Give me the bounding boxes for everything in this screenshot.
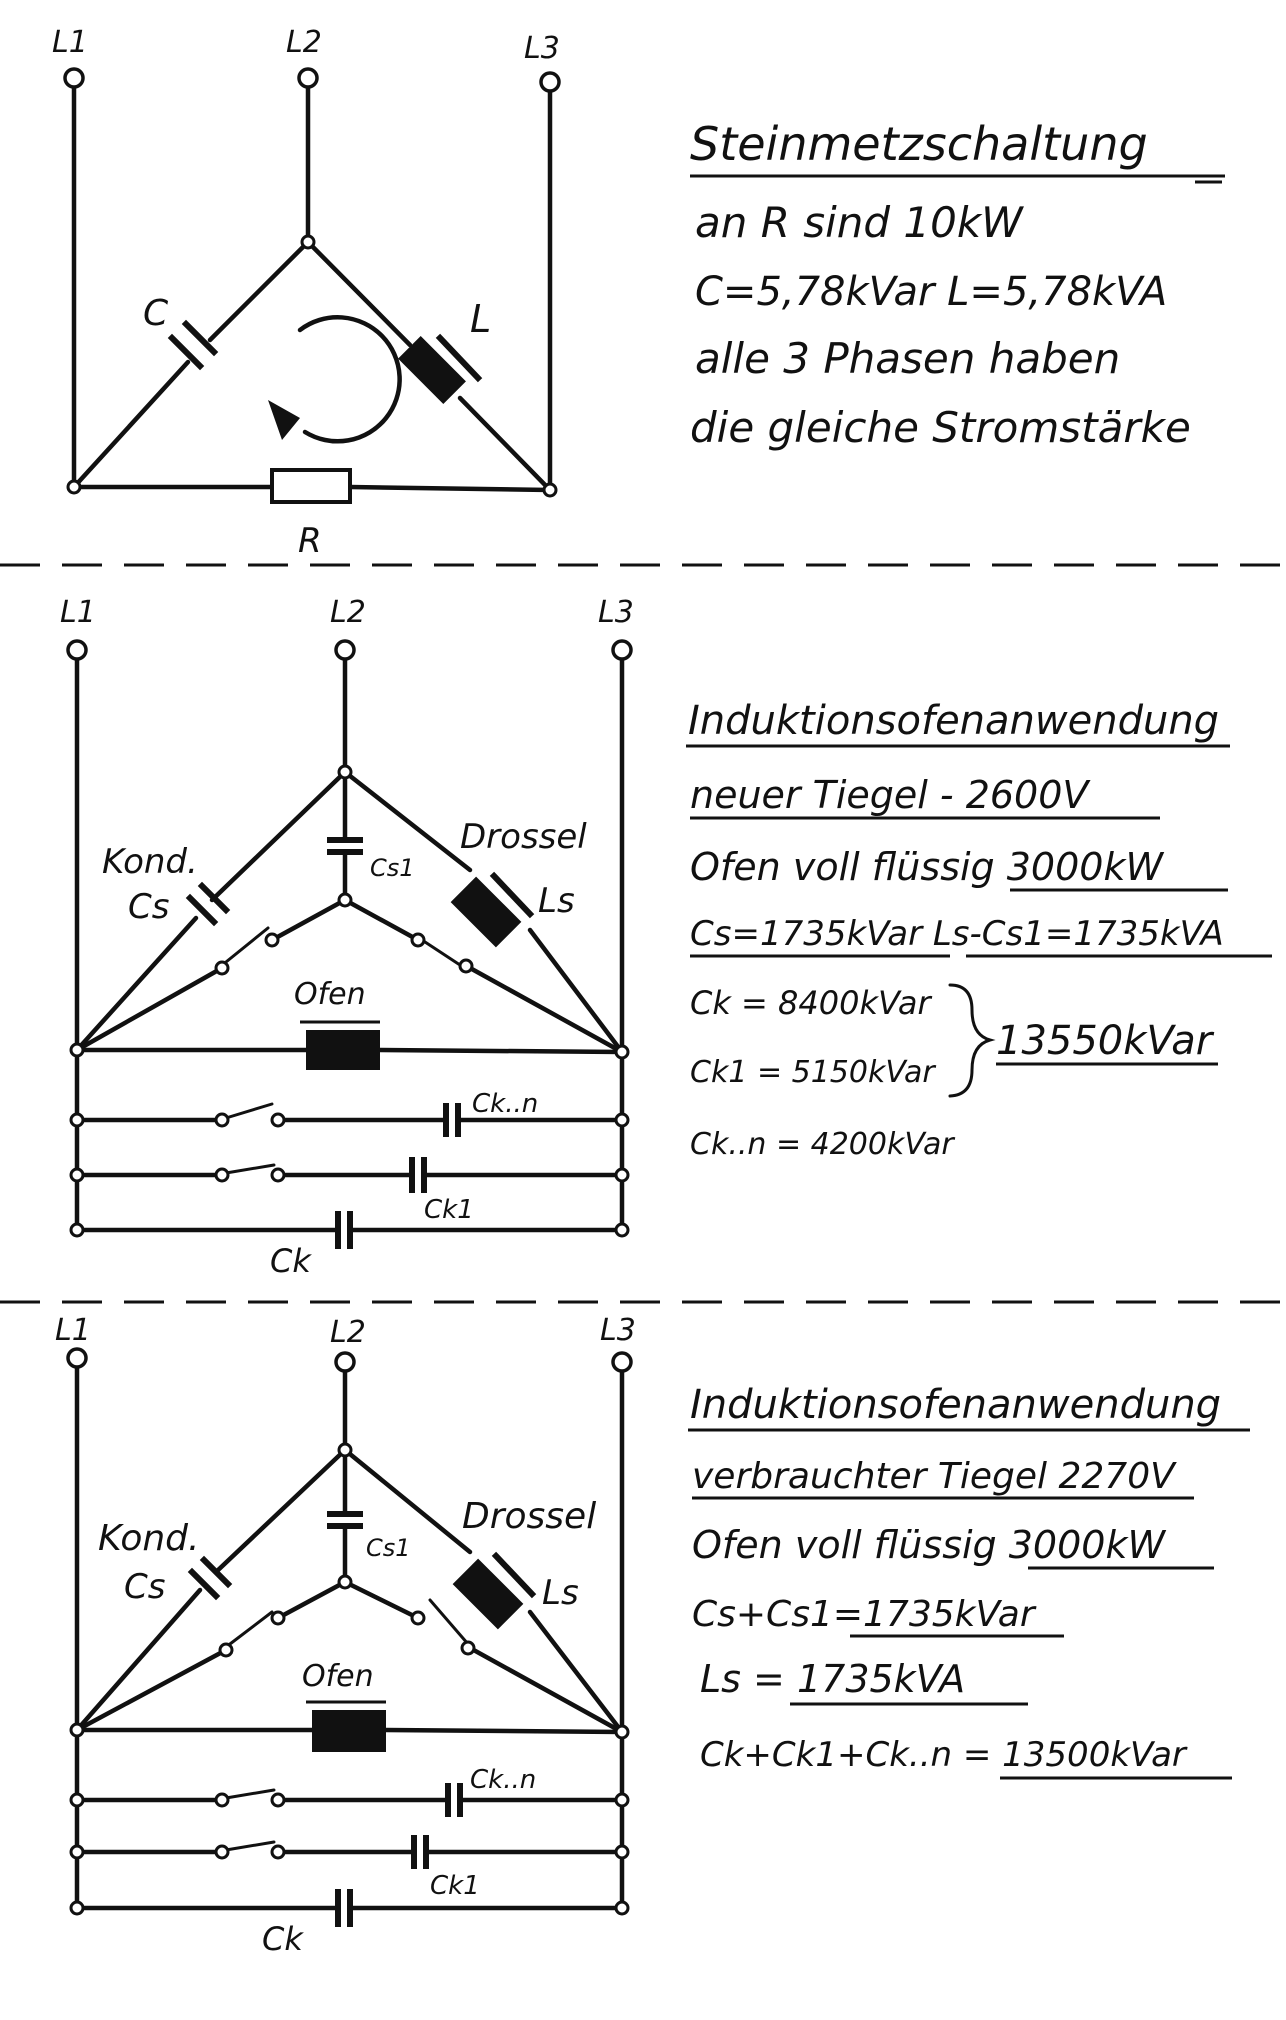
note-ck: Ck = 8400kVar <box>690 984 931 1022</box>
note-ck-total: Ck+Ck1+Ck..n = 13500kVar <box>700 1735 1186 1775</box>
note-crucible-voltage: verbrauchter Tiegel 2270V <box>692 1456 1175 1497</box>
label-ls: Ls <box>542 1573 579 1613</box>
terminal-label-l2: L2 <box>330 595 366 630</box>
note-title-induktionsofen: Induktionsofenanwendung <box>688 698 1220 744</box>
note-ls: Ls = 1735kVA <box>700 1657 966 1701</box>
note-c-l-values: C=5,78kVar L=5,78kVA <box>695 269 1168 315</box>
note-title-induktionsofen: Induktionsofenanwendung <box>690 1382 1222 1428</box>
label-ckn: Ck..n <box>472 1089 539 1119</box>
terminal-label-l1: L1 <box>60 595 96 630</box>
label-ofen: Ofen <box>302 1659 374 1694</box>
capacitor-c <box>172 324 214 366</box>
label-ofen: Ofen <box>294 977 366 1012</box>
note-power: an R sind 10kW <box>695 198 1023 247</box>
label-cs: Cs <box>128 887 170 927</box>
label-ck1: Ck1 <box>430 1871 480 1901</box>
rotation-arrowhead-icon <box>268 400 300 440</box>
note-ckn: Ck..n = 4200kVar <box>690 1127 954 1162</box>
steinmetz-notes <box>690 117 1225 452</box>
label-inductor-l: L <box>470 297 492 341</box>
resistor-r <box>272 470 350 502</box>
label-kond: Kond. <box>98 1518 200 1559</box>
furnace-circuit-new-crucible <box>60 595 634 1280</box>
note-furnace-power: Ofen voll flüssig 3000kW <box>692 1523 1166 1567</box>
label-cs1: Cs1 <box>366 1534 411 1562</box>
terminal-label-l2: L2 <box>330 1315 366 1350</box>
brace-icon <box>950 985 990 1096</box>
furnace-circuit-used-crucible <box>55 1313 636 1958</box>
note-cs-ls-values: Cs=1735kVar Ls-Cs1=1735kVA <box>690 914 1224 954</box>
rotation-arrow-icon <box>300 317 400 441</box>
label-drossel: Drossel <box>460 817 587 857</box>
label-ckn: Ck..n <box>470 1765 537 1795</box>
terminal-label-l1: L1 <box>55 1313 91 1348</box>
terminal-label-l2: L2 <box>286 25 322 60</box>
note-title-steinmetzschaltung: Steinmetzschaltung <box>690 117 1148 171</box>
note-current: die gleiche Stromstärke <box>690 403 1191 452</box>
note-furnace-power: Ofen voll flüssig 3000kW <box>690 845 1164 889</box>
note-crucible-voltage: neuer Tiegel - 2600V <box>690 773 1089 817</box>
label-ls: Ls <box>538 881 575 921</box>
label-cs: Cs <box>124 1567 166 1607</box>
terminal-label-l3: L3 <box>600 1313 636 1348</box>
furnace-notes-new-crucible <box>686 698 1272 1162</box>
label-ck: Ck <box>270 1242 311 1280</box>
label-drossel: Drossel <box>462 1496 597 1537</box>
furnace-notes-used-crucible <box>688 1382 1250 1778</box>
terminal-label-l3: L3 <box>524 31 560 66</box>
note-phases: alle 3 Phasen haben <box>695 334 1121 383</box>
label-ck1: Ck1 <box>424 1195 474 1225</box>
note-ck1: Ck1 = 5150kVar <box>690 1055 935 1090</box>
label-kond: Kond. <box>102 842 198 882</box>
terminal-label-l3: L3 <box>598 595 634 630</box>
note-cs-cs1: Cs+Cs1=1735kVar <box>692 1594 1035 1635</box>
label-capacitor-c: C <box>143 293 169 334</box>
note-capacitance-total: 13550kVar <box>996 1018 1213 1064</box>
terminal-label-l1: L1 <box>52 25 88 60</box>
label-cs1: Cs1 <box>370 854 415 882</box>
label-ck: Ck <box>262 1920 303 1958</box>
steinmetz-circuit <box>52 25 560 561</box>
label-resistor-r: R <box>298 521 322 561</box>
